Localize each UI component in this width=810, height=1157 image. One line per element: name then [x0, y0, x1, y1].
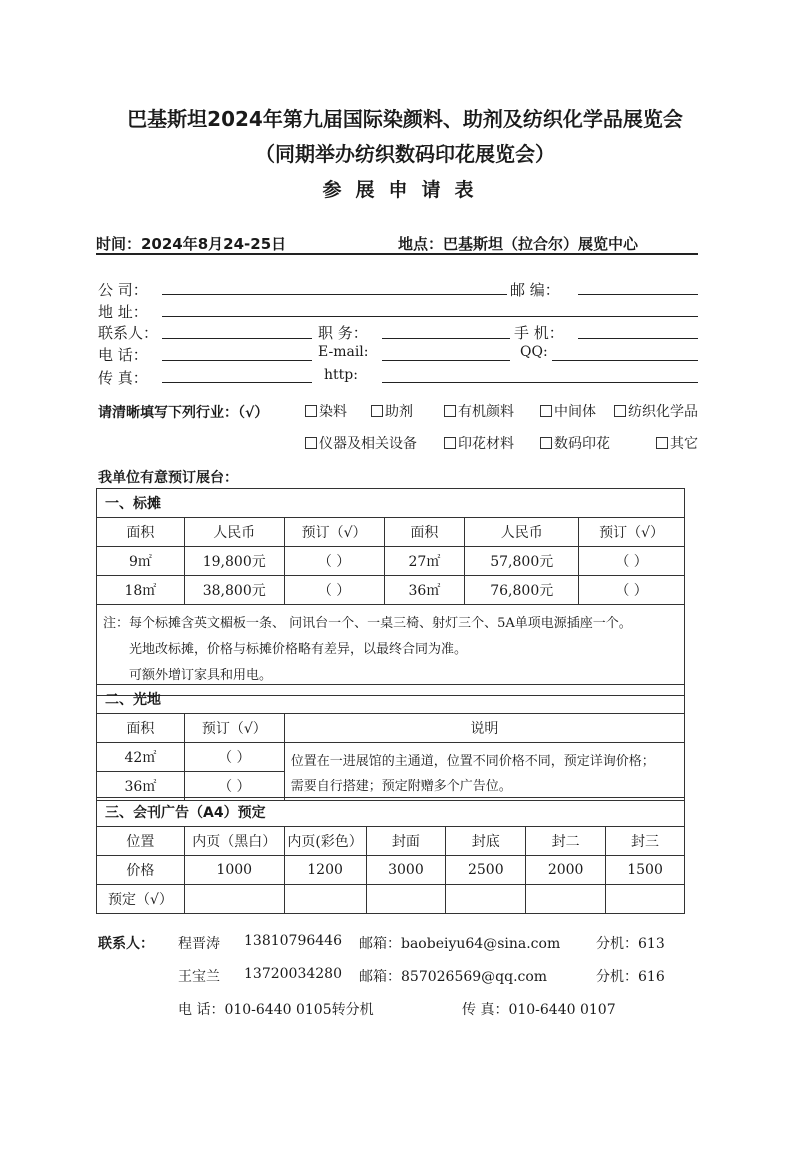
- booking-checkbox[interactable]: （ ）: [184, 772, 284, 801]
- http-field[interactable]: [382, 382, 698, 383]
- contact-phone: 13720034280: [244, 966, 342, 982]
- fax-label: 传 真：: [98, 369, 148, 387]
- booking-checkbox[interactable]: [526, 885, 606, 914]
- industry-option-intermediate[interactable]: 中间体: [540, 401, 596, 421]
- phone-label: 电 话：: [98, 346, 148, 364]
- booking-checkbox[interactable]: （ ）: [579, 576, 685, 605]
- standard-booth-notes: 注：每个标摊含英文楣板一条、 问讯台一个、一桌三椅、射灯三个、5A单项电源插座一个。 光地改标摊，价格与标摊价格略有差异，以最终合同为准。 可额外增订家具和用电。: [97, 605, 685, 696]
- address-label: 地 址：: [98, 303, 148, 321]
- table-header-row: 位置 内页（黑白） 内页(彩色） 封面 封底 封二 封三: [97, 827, 685, 856]
- mobile-label: 手 机：: [514, 324, 564, 342]
- mobile-field[interactable]: [578, 338, 698, 339]
- fax-field[interactable]: [162, 382, 312, 383]
- industry-option-printing-material[interactable]: 印花材料: [444, 433, 514, 453]
- section-raw-space-title: 二、光地: [97, 685, 685, 714]
- table-row: 9㎡ 19,800元 （ ） 27㎡ 57,800元 （ ）: [97, 547, 685, 576]
- postcode-label: 邮 编：: [510, 281, 560, 299]
- checkbox-icon: [656, 437, 668, 449]
- checkbox-icon: [444, 405, 456, 417]
- table-row: 18㎡ 38,800元 （ ） 36㎡ 76,800元 （ ）: [97, 576, 685, 605]
- checkbox-icon: [371, 405, 383, 417]
- booking-checkbox[interactable]: [606, 885, 685, 914]
- table-row: 42㎡ （ ） 位置在一进展馆的主通道，位置不同价格不同，预定详询价格； 需要自行搭建；预定附赠多个广告位。: [97, 743, 685, 772]
- section-standard-booth-title: 一、标摊: [97, 489, 685, 518]
- industry-option-dye[interactable]: 染料: [305, 401, 347, 421]
- header-divider: [96, 253, 698, 255]
- booking-checkbox[interactable]: （ ）: [579, 547, 685, 576]
- contact-email[interactable]: 邮箱：baobeiyu64@sina.com: [359, 936, 561, 952]
- document-title: 巴基斯坦2024年第九届国际染颜料、助剂及纺织化学品展览会: [127, 107, 683, 131]
- industry-option-auxiliary[interactable]: 助剂: [371, 401, 413, 421]
- qq-label: QQ:: [520, 344, 548, 360]
- address-field[interactable]: [162, 316, 698, 317]
- booking-intro: 我单位有意预订展台：: [98, 470, 238, 486]
- phone-field[interactable]: [162, 360, 312, 361]
- postcode-field[interactable]: [578, 294, 698, 295]
- contact-field[interactable]: [162, 338, 312, 339]
- contact-phone: 13810796446: [244, 933, 342, 949]
- table-row: 36㎡ （ ）: [97, 772, 685, 801]
- email-label: E-mail:: [318, 344, 369, 360]
- event-time: 时间：2024年8月24-25日: [96, 235, 287, 253]
- table-header-row: 面积 预订（√） 说明: [97, 714, 685, 743]
- table-header-row: 面积 人民币 预订（√） 面积 人民币 预订（√）: [97, 518, 685, 547]
- contact-name: 王宝兰: [178, 969, 220, 985]
- position-label: 职 务：: [318, 324, 368, 342]
- contact-label: 联系人：: [98, 324, 159, 342]
- booking-table: [96, 488, 685, 696]
- industry-option-pigment[interactable]: 有机颜料: [444, 401, 514, 421]
- raw-space-table: [96, 684, 685, 801]
- contact-email[interactable]: 邮箱：857026569@qq.com: [359, 969, 548, 985]
- industry-prompt: 请清晰填写下列行业：（√）: [98, 405, 269, 421]
- contact-extension: 分机：616: [596, 969, 665, 985]
- booking-checkbox[interactable]: [284, 885, 366, 914]
- document-subtitle: （同期举办纺织数码印花展览会）: [255, 142, 555, 166]
- booking-checkbox[interactable]: [366, 885, 446, 914]
- qq-field[interactable]: [552, 360, 698, 361]
- form-title: 参展申请表: [322, 179, 488, 201]
- industry-option-textile-chemical[interactable]: 纺织化学品: [614, 401, 698, 421]
- industry-option-equipment[interactable]: 仪器及相关设备: [305, 433, 417, 453]
- checkbox-icon: [444, 437, 456, 449]
- company-field[interactable]: [162, 294, 507, 295]
- checkbox-icon: [305, 405, 317, 417]
- event-place: 地点：巴基斯坦（拉合尔）展览中心: [398, 235, 639, 253]
- section-advertising-title: 三、会刊广告（A4）预定: [97, 798, 685, 827]
- booking-checkbox[interactable]: （ ）: [284, 547, 384, 576]
- checkbox-icon: [305, 437, 317, 449]
- position-field[interactable]: [382, 338, 510, 339]
- booking-checkbox[interactable]: [184, 885, 284, 914]
- booking-checkbox[interactable]: （ ）: [284, 576, 384, 605]
- office-fax: 传 真：010-6440 0107: [462, 1002, 616, 1018]
- booking-checkbox[interactable]: （ ）: [184, 743, 284, 772]
- booking-checkbox[interactable]: [446, 885, 526, 914]
- office-phone: 电 话：010-6440 0105转分机: [178, 1002, 374, 1018]
- industry-option-other[interactable]: 其它: [656, 433, 698, 453]
- raw-space-description: 位置在一进展馆的主通道，位置不同价格不同，预定详询价格； 需要自行搭建；预定附赠多个广告位。: [284, 743, 684, 801]
- http-label: http:: [324, 367, 358, 383]
- contacts-label: 联系人：: [98, 936, 154, 952]
- industry-option-digital-printing[interactable]: 数码印花: [540, 433, 610, 453]
- checkbox-icon: [614, 405, 626, 417]
- contact-extension: 分机：613: [596, 936, 665, 952]
- email-field[interactable]: [382, 360, 510, 361]
- company-label: 公 司：: [98, 281, 148, 299]
- contact-name: 程晋涛: [178, 936, 220, 952]
- checkbox-icon: [540, 405, 552, 417]
- table-row: 价格 1000 1200 3000 2500 2000 1500: [97, 856, 685, 885]
- table-row: 预定（√）: [97, 885, 685, 914]
- checkbox-icon: [540, 437, 552, 449]
- advertising-table: [96, 797, 685, 914]
